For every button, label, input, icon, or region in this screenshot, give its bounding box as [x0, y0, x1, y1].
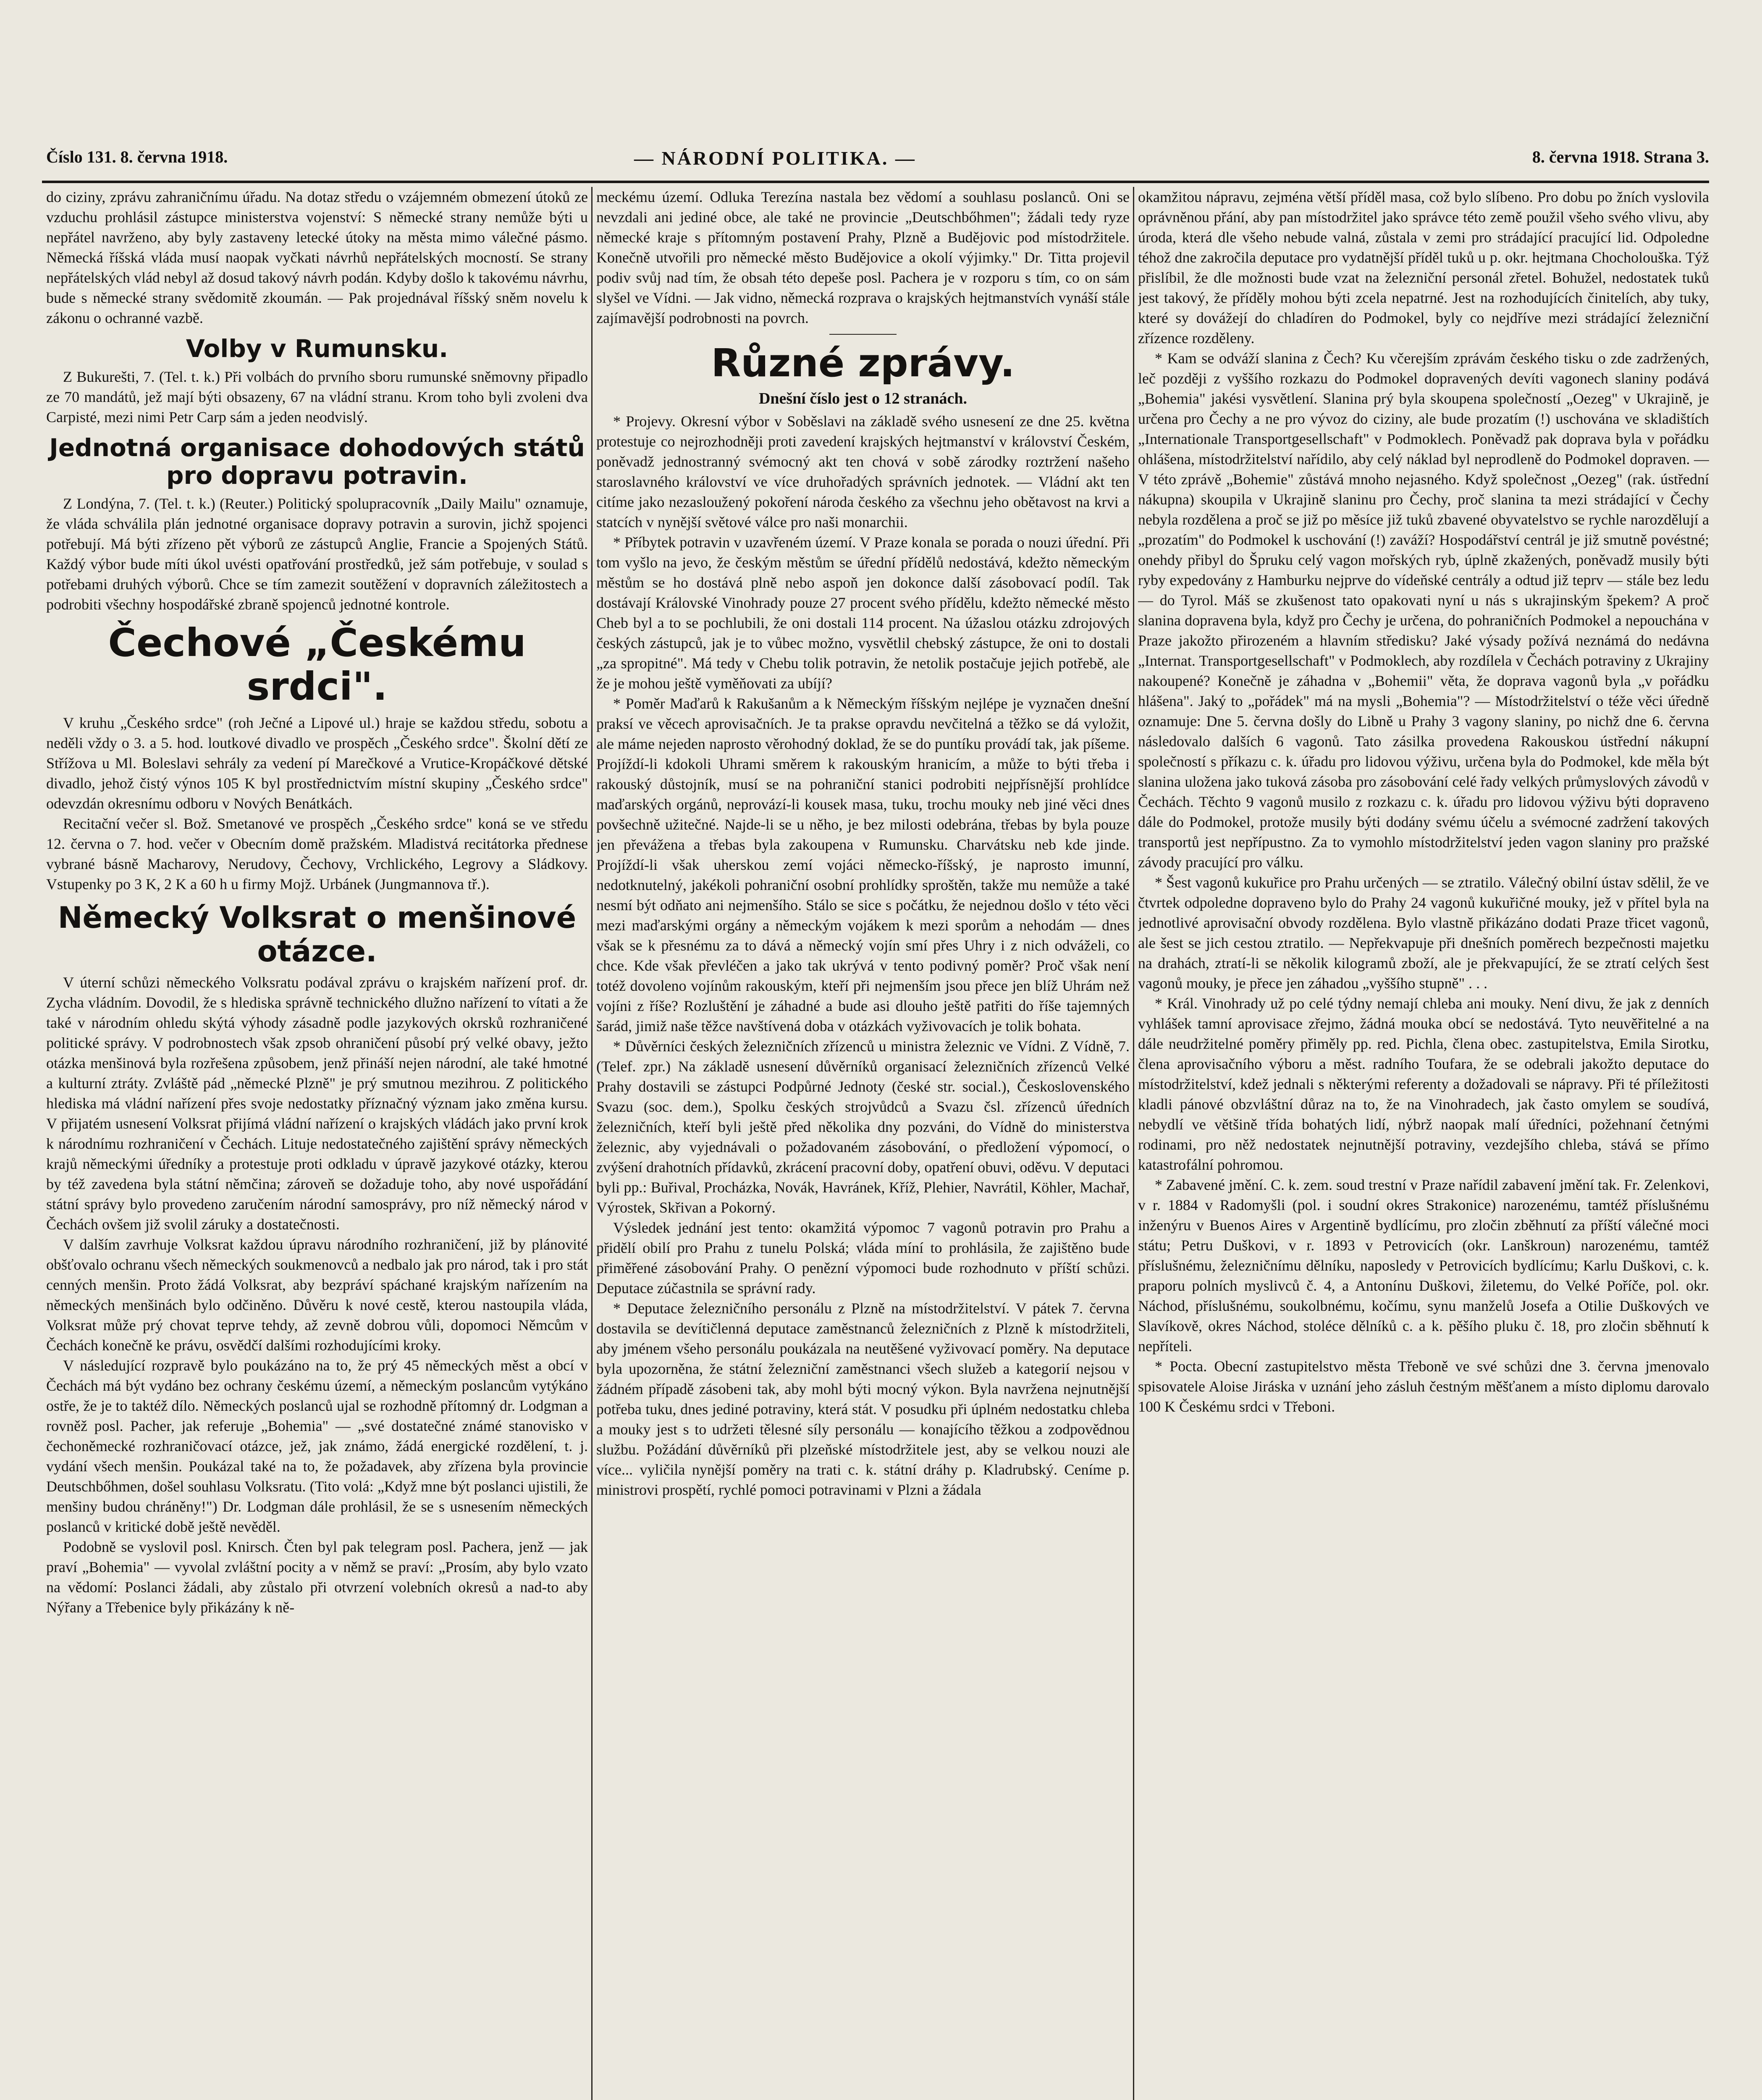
article-paragraph: V následující rozpravě bylo poukázáno na to, že prý 45 německých měst a obcí v Čechách má být vydáno bez ochrany českému území, a německým poslancům vytýkáno ostře, že je to taktéž dílo. Německých poslanců ujal se rozhodně přítomný dr. Lodgman a rovněž posl. Pacher, jak referuje „Bohemia" — „své dostatečné známé stanovisko v čechoněmecké rozhraničovací otázce, jež, jak známo, žádá energické rozdělení, t. j. vydání všech menšin. Poukázal také na to, že požadavek, aby zřízena byla provincie Deutschbőhmen, došel souhlasu Volksratu. (Tito volá: „Když mne být poslanci ujistili, že menšiny budou chráněny!") Dr. Lodgman dále prohlásil, že se s usnesením německých poslanců v kritické době ještě nevěděl. [46, 1357, 588, 1535]
article-paragraph: V dalším zavrhuje Volksrat každou úpravu národního rozhraničení, již by plánovité obšťovalo ochranu všech německých soukmenovců a nedbalo jak pro národ, tak i pro stát cenných menšin. Proto žádá Volksrat, aby bezpráví spáchané krajským nařízením na německých menšinách bylo odčiněno. Důvěru k nové cestě, kterou nastoupila vláda, Volksrat může prý chovat teprve tehdy, až zevně dobrou vůli, dopomoci Němcům v Čechách konečně ke právu, osvědčí dalšími rozhodujícími kroky. [46, 1236, 588, 1354]
article-paragraph: V úterní schůzi německého Volksratu podával zprávu o krajském nařízení prof. dr. Zycha vládním. Dovodil, že s hlediska správně technického dlužno nařízení to vítati a že také v národním ohledu skýtá výhody zásadně podle jazykových okrsků rozhraničené politické správy. V podrobnostech však zpsob ohraničení působí prý velké obavy, ježto otázka menšinová byla rozřešena způsobem, jenž přináší nejen národní, ale také hmotné a kulturní ztráty. Zvláště pád „německé Plzně" je prý smutnou mezihrou. Z politického hlediska má vládní nařízení přes svoje nedostatky příznačný význam jako změna kursu. V přijatém usnesení Volksrat přijímá vládní nařízení o krajských vládách jako první krok k národnímu rozhraničení v Čechách. Lituje nedostatečného zajištění správy německých krajů německými úředníky a protestuje proti odkladu v úpravě jazykové otázky, kterou by též zavedena byla státní němčina; zároveň se dožaduje toho, aby nové uspořádání státní správy bylo provedeno zaručením národní samosprávy, pro níž německý národ v Čechách ovšem již svolil záruky a dostatečnosti. [46, 974, 588, 1233]
column-2 [596, 187, 1130, 2100]
article-paragraph: okamžitou nápravu, zejména větší příděl masa, což bylo slíbeno. Pro dobu po žních vyslovila oprávněnou přání, aby pan místodržitel jako správce této země použil všeho svého vlivu, aby úroda, která dle všeho nebude valná, zůstala v zemi pro strádající pracující lid. Odpoledne téhož dne zakročila deputace pro vydatnější příděl tuků u p. okr. hejtmana Chocholouška. Týž přislíbil, že dle možnosti bude vzat na železniční personál zřetel. Bohužel, nedostatek tuků jest takový, že příděly mohou býti zcela nepatrné. Jest na rozhodujících činitelích, aby tuky, které sy dovážejí do chladíren do Podmokel, byly co nejdříve mezi strádající železniční zřízence rozděleny. [1138, 189, 1709, 346]
article-paragraph: * Kam se odváží slanina z Čech? Ku včerejším zprávám českého tisku o zde zadržených, leč později z vyššího rozkazu do Podmokel dopravených devíti vagonech slaniny podává „Bohemia" jakési vysvětlení. Slanina prý byla skoupena společností „Oezeg" v Ukrajině, je určena pro Čechy a ne pro vývoz do ciziny, ale bude prozatím (!) uschována ve skladištích „Internationale Transportgesellschaft" v Podmoklech. Poněvadž pak doprava byla v pořádku ohlášena, místodržitelství nařídilo, aby celý náklad byl neprodleně do Podmokel dopraven. — V této zprávě „Bohemie" zůstává mnoho nejasného. Když společnost „Oezeg" (rak. ústřední nákupna) skoupila v Ukrajině slaninu pro Čechy, proč slanina ta mezi strádající v Čechy nebyla rozdělena a proč se již po měsíce již tuků zbavené obyvatelstvo se rychle narozdělují a „prozatím" do Podmokel k uschování (!) zaváží? Hospodářství centrál je již smutně povéstné; onehdy přibyl do Špruku celý vagon mořských ryb, úplně zkažených, poněvadž musily býti ryby expedovány z Hamburku nejprve do vídeňské centrály a odtud již teprv — stále bez ledu — do Tyrol. Máš se zkušenost tato opakovati nyní u nás s ukrajinským špekem? A proč slanina dopravena byla, když pro Čechy je určena, do pohraničních Podmokel a nepouchána v Praze jakožto přirozeném a hlavním středisku? Jaké výsady požívá neznámá do nedávna „Internat. Transportgesellschaft" v Podmoklech, aby rozdílela v Čechách potraviny z Ukrajiny nakoupené? Konečně je záhadna v „Bohemii" věta, že doprava vagonů byla „v pořádku hlášena". Jaký to „pořádek" má na mysli „Bohemia"? — Místodržitelství o téže věci úředně oznamuje: Dne 5. června došly do Libně u Prahy 3 vagony slaniny, po nichž dne 6. června následovalo dalších 6 vagonů. Tato zásilka provedena Rakouskou ústřední nákupní společností s příkazu c. k. úřadu pro lidovou výživu, určena byla do Podmokel, kde měla být slanina uložena jako tuková zásoba pro zásobování celé řady velkých průmyslových závodů v Čechách. Těchto 9 vagonů musilo z rozkazu c. k. úřadu pro lidovou výživu býti dopraveno dále do Podmokel, protože musily býti dodány svému účelu a svémocné zadržení takových transportů jest nepřípustno. Za to vymohlo místodržitelství jeden vagon slaniny pro pražské závody pracující pro válku. [1138, 350, 1709, 871]
article-paragraph: * Deputace železničního personálu z Plzně na místodržitelství. V pátek 7. června dostavila se devítičlenná deputace zaměstnanců železničních z Plzně k místodržiteli, aby jménem všeho personálu poukázala na neutěšené vyživovací poměry. Na deputace byla upozorněna, že státní železniční zaměstnanci všech služeb a kategorií nejsou v žádném případě zásobeni tak, aby mohl býti mocný výkon. Byla navržena nejnutnější potřeba tuku, dnes jediné potraviny, která stát. V posudku při úplném nedostatku chleba a mouky jest s to udržeti tělesné síly personálu — konajícího těžkou a zodpovědnou službu. Požádání důvěrníků při plzeňské místodržitele jest, aby se velkou nouzi ale více... vyličila nynější poměry na trati c. k. státní dráhy p. Kladrubský. Ceníme p. ministrovi prospětí, rychlé pomoci potravinami v Plzni a žádala [596, 1300, 1130, 1498]
article-paragraph: Výsledek jednání jest tento: okamžitá výpomoc 7 vagonů potravin pro Prahu a přidělí obilí pro Prahu z tunelu Polská; vláda míní to prohlásila, že zajištěno bude přiměřené zásobování Prahy. O penězní výpomoci bude rozhodnuto v příští schůzi. Deputace zúčastnila se správní rady. [596, 1219, 1130, 1297]
section-separator [829, 334, 897, 335]
article-paragraph: Recitační večer sl. Bož. Smetanové ve prospěch „Českého srdce" koná se ve středu 12. června o 7. hod. večer v Obecním domě pražském. Mladistvá recitátorka přednese vybrané básně Macharovy, Nerudovy, Čechovy, Vrchlického, Legrovy a Sládkovy. Vstupenky po 3 K, 2 K a 60 h u firmy Mojž. Urbánek (Jungmannova tř.). [46, 815, 588, 892]
article-paragraph: * Projevy. Okresní výbor v Soběslavi na základě svého usnesení ze dne 25. května protestuje co nejrozhodněji proti zavedení krajských hejtmanství v království Českém, poněvadž jednostranný svémocný akt ten chová v sobě zárodky roztržení našeho staroslavného království ve více druhořadých správních jednotek. — Vládní akt ten citíme jako nezasloužený pokoření národa českého za všechnu jeho obětavost na krvi a statcích v nynější světové válce pro naši monarchii. [596, 413, 1130, 530]
article-paragraph: Z Londýna, 7. (Tel. t. k.) (Reuter.) Politický spolupracovník „Daily Mailu" oznamuje, že vláda schválila plán jednotné organisace dopravy potravin a surovin, jichž spojenci potřebují. Má býti zřízeno pět výborů ze zástupců Anglie, Francie a Spojených Států. Každý výbor bude míti úkol uvésti opatřování prostředků, jež sám potřebuje, v soulad s potřebami druhých výborů. Chce se tím zamezit soutěžení v dopravních záležitostech a podrobiti všechny hospodářské zbraně spojenců jednotné kontrole. [46, 495, 588, 613]
article-paragraph: meckému území. Odluka Terezína nastala bez vědomí a souhlasu poslanců. Oni se nevzdali ani jediné obce, ale také ne provincie „Deutschbőhmen"; žádali tedy ryze německé kraje s přítomným postavení Prahy, Plzně a Budějovic pod místodržitele. Konečně utvořili pro německé město Budějovice a okolí výjimky." Dr. Titta projevil podiv svůj nad tím, že obsah této depeše posl. Pachera je v rozporu s tím, co on sám slyšel ve Vídni. — Jak vidno, německá rozprava o krajských hejtmanstvích vynáší stále zajímavější podrobnosti na povrch. [596, 189, 1130, 326]
headline-jednotna-organisace: Jednotná organisace dohodových států pro dopravu potravin. [49, 433, 585, 490]
column-1 [46, 187, 588, 2100]
headline-ruzne-zpravy: Různé zprávy. [711, 341, 1015, 386]
headline-nemecky-volksrat: Německý Volksrat o menšinové otázce. [58, 900, 577, 969]
article-paragraph: * Důvěrníci českých železničních zřízenců u ministra železnic ve Vídni. Z Vídně, 7. (Telef. zpr.) Na základě usnesení důvěrníků organisací železničních zřízenců Velké Prahy dostavili se zástupci Podpůrné Jednoty (české str. social.), Československého Svazu (soc. dem.), Spolku českých strojvůdců a Svazu čsl. zřízenců úředních železničních, kteří byli ještě před několika dny pozváni, do Vídně do ministerstva železnic, aby vyjednávali o požadovaném zásobování, o předložení výpomocí, o zvýšení drahotních přídavků, zkrácení pracovní doby, opatření obuvi, oděvu. V deputaci byli pp.: Buřival, Procházka, Novák, Havránek, Kříž, Plehier, Navrátil, Köhler, Machař, Výrostek, Skřivan a Pokorný. [596, 1038, 1130, 1216]
subheadline: Dnešní číslo jest o 12 stranách. [758, 390, 968, 407]
headline-volby-v-rumunsku: Volby v Rumunsku. [186, 334, 448, 363]
article-paragraph: Z Bukurešti, 7. (Tel. t. k.) Při volbách do prvního sboru rumunské sněmovny připadlo ze 70 mandátů, jež mají býti obsazeny, 67 na vládní stranu. Krom toho byli zvoleni dva Carpisté, mezi nimi Petr Carp sám a jeden neodvislý. [46, 368, 588, 425]
article-paragraph: * Příbytek potravin v uzavřeném území. V Praze konala se porada o nouzi úřední. Při tom vyšlo na jevo, že českým městům se úřední přídělů nedostává, kdežto německým městům se ho dostává plně nebo aspoň jen dokonce další zásobovací podíl. Tak dostávají Královské Vinohrady pouze 27 procent svého přídělu, kdežto německé město Cheb byl a to se pochlubili, že oni dostali 114 procent. Na úžaslou otázku zdrojových českých zástupců, jak je to vůbec možno, vysvětlil chebský zástupce, že oni to dostali „za spropitné". Má tedy v Chebu tolik potravin, že netolik postačuje jejich potřebě, ale že je mohou ještě vyměňovati za ubíjí? [596, 534, 1130, 692]
article-paragraph: * Pocta. Obecní zastupitelstvo města Třeboně ve své schůzi dne 3. června jmenovalo spisovatele Aloise Jiráska v uznání jeho zásluh čestným měšťanem a místo diplomu darovalo 100 K Českému srdci v Třeboni. [1138, 1358, 1709, 1415]
masthead [46, 147, 1709, 176]
article-paragraph: * Zabavené jmění. C. k. zem. soud trestní v Praze nařídil zabavení jmění tak. Fr. Zelenkovi, v r. 1884 v Radomyšli (pol. i soudní okres Strakonice) narozenému, tamtéž příslušnému inženýru v Buenos Aires v Argentině bydlícímu, pro zločin zběhnutí za příští válečné moci státu; Petru Duškovi, v r. 1893 v Petrovicích (okr. Lanškroun) narozenému, tamtéž příslušnému, železničnímu dělníku, naposledy v Petrovicích bydlícímu; Karlu Duškovi, c. k. praporu polních myslivců č. 4, a Antonínu Duškovi, žiletemu, do Velké Poříče, pol. okr. Náchod, příslušnému, soukolbnému, kočímu, synu manželů Josefa a Otilie Duškových ve Slavíkově, okres Náchod, stoléce dělníků c. a k. pěšího pluku č. 18, pro zločin sběhnutí k nepříteli. [1138, 1176, 1709, 1354]
masthead-rule [42, 181, 1709, 183]
column-divider [591, 187, 593, 2100]
column-divider [1133, 187, 1134, 2100]
article-paragraph: * Poměr Maďarů k Rakušanům a k Německým říšským nejlépe je vyznačen dnešní praksí ve věcech aprovisačních. Je ta prakse opravdu nevčitelná a těžko se dá vyložit, ale máme nejeden naprosto věrohodný doklad, že se do puntíku provádí tak, jak píšeme. Projíždí-li kdokoli Uhrami směrem k rakouským hranicím, a může to býti třeba i rakouský důstojník, musí se na pohraniční stanici podrobiti nejpřísnější prohlídce maďarských orgánů, neprovází-li kousek masa, tuku, trochu mouky neb jiné věci dnes povšechně užitečné. Najde-li se u něho, je bez milosti odebrána, třebas by byla pouze jen převážena a třebas byla zakoupena v Rumunsku. Charvátsku neb kde jinde. Projíždí-li však uherskou zemí vojáci německo-říšský, je naprosto imunní, nedotknutelný, jakékoli pohraniční osobní prohlídky sproštěn, takže mu nemůže a také nesmí být odňato ani nejmenšího. Stálo se sice s počátku, že nejednou došlo v této věci mezi maďarskými orgány a německým vojákem k mezi sporům a nehodám — dnes však se k přesnému za to dává a německý vojín smí přes Uhry i z nich odváželi, co chce. Kde však převléčen a jako tak ukrývá v tento podivný poměr? Proč však není totéž dovoleno vojínům rakouským, kteří při nejmenším jsou přece jen blíž Uhrám než vojíni z říše? Rozluštění je záhadné a bude asi dlouho ještě patřiti do říše tajemných šarád, jimiž naše těžce navštívená doba v otázkách vyživovacích je tolik bohata. [596, 695, 1130, 1034]
article-paragraph: Podobně se vyslovil posl. Knirsch. Čten byl pak telegram posl. Pachera, jenž — jak praví „Bohemia" — vyvolal zvláštní pocity a v němž se praví: „Prosím, aby bylo vzato na vědomí: Poslanci žádali, aby zůstalo při otvrzení volebních okresů a nad-to aby Nýřany a Třebenice byly přikázány k ně- [46, 1538, 588, 1616]
column-3 [1138, 187, 1709, 2100]
date-page-right: 8. června 1918. Strana 3. [1532, 147, 1709, 166]
article-paragraph: do ciziny, zprávu zahraničnímu úřadu. Na dotaz středu o vzájemném obmezení útoků ze vzduchu prohlásil zástupce ministerstva vojenství: S německé strany nemůže býti u nepřátel navrženo, aby byly zastaveny letecké útoky na města mimo válečné pásmo. Německá říšská vláda musí naopak vyčkati návrhů nepřátelských mocností. Se strany nepřátelských vlád nebyl až dosud takový návrh podán. Kdyby došlo k takovému návrhu, bude s německé strany svědomitě zkoumán. — Pak projednával říšský sněm novelu k zákonu o ochranné vazbě. [46, 189, 588, 326]
newspaper-title: — NÁRODNÍ POLITIKA. — [634, 147, 916, 169]
issue-date-left: Číslo 131. 8. června 1918. [46, 147, 228, 166]
article-paragraph: * Šest vagonů kukuřice pro Prahu určených — se ztratilo. Válečný obilní ústav sdělil, že ve čtvrtek odpoledne dopraveno bylo do Prahy 24 vagonů kukuřičné mouky, jež v přítel byla na jednotlivé aprovisační obvody rozdělena. Bylo vlastně přikázáno dodati Praze třicet vagonů, ale šest se jich cestou ztratilo. — Nepřekvapuje při dnešních poměrech bezpečnosti majetku na drahách, ztratí-li se několik kilogramů zboží, ale je překvapující, že se ztratí celých šest vagonů mouky, je přece jen záhadou „vyššího stupně" . . . [1138, 874, 1709, 992]
headline-cechove-ceskemu-srdci: Čechové „Českému srdci". [108, 620, 526, 709]
article-paragraph: * Král. Vinohrady už po celé týdny nemají chleba ani mouky. Není divu, že jak z denních vyhlášek tamní aprovisace zřejmo, žádná mouka obcí se nedostává. Tyto neuvěřitelné a na dále neudržitelné poměry přiměly pp. red. Pichla, člena obec. zastupitelstva, Emila Sirotku, člena aprovisačního výboru a měst. radního Toufara, že se odebrali jakožto deputace do místodržitelství, kdež jednali s některými referenty a dožadovali se nápravy. Při té příležitosti kladli pánové obzvláštní důraz na to, že na Vinohradech, jak často omylem se soudívá, nebydlí ve většině třída bohatých lidí, nýbrž naopak malí úředníci, požehnaní četnými rodinami, pro něž nedostatek nejnutnější potraviny, vezdejšího chleba, stává se přímo katastrofální pohromou. [1138, 995, 1709, 1173]
article-paragraph: V kruhu „Českého srdce" (roh Ječné a Lipové ul.) hraje se každou středu, sobotu a neděli vždy o 3. a 5. hod. loutkové divadlo ve prospěch „Českého srdce". Školní dětí ze Střížova u Ml. Boleslavi sehrály za vedení pí Marečkové a Vrutice-Kropáčkové dětské divadlo, jehož čistý výnos 105 K byl prostřednictvím místní skupiny „Českého srdce" odevzdán okresnímu odboru v Nových Benátkách. [46, 714, 588, 812]
